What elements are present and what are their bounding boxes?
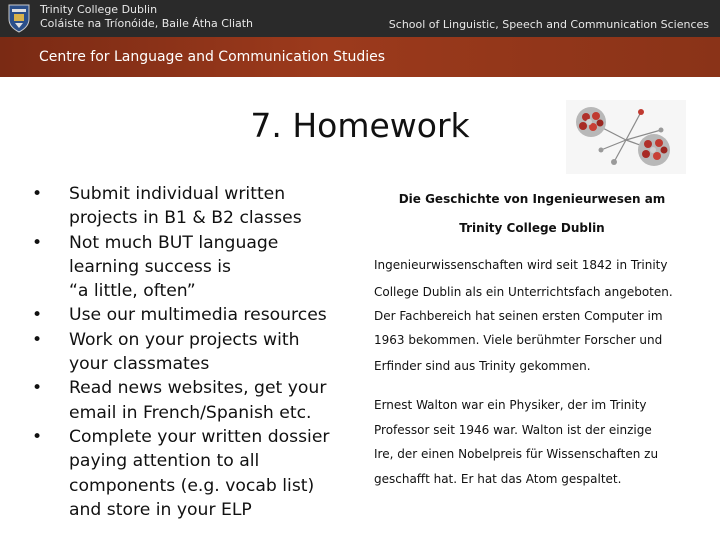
slide-title: 7. Homework	[250, 106, 470, 145]
german-text-line: 1963 bekommen. Viele berühmter Forscher und	[374, 333, 663, 347]
german-heading-line-2: Trinity College Dublin	[459, 221, 605, 235]
header-bar	[0, 0, 720, 37]
german-text-line: geschafft hat. Er hat das Atom gespaltet.	[374, 472, 622, 486]
bullet-item: • Not much BUT language learning success is “a little, often”	[32, 232, 279, 302]
bullet-marker: •	[32, 378, 43, 399]
bullet-item: • Submit individual written projects in B1 & B2 classes	[32, 184, 302, 229]
german-text-line: Ire, der einen Nobelpreis für Wissenschaften zu	[374, 447, 659, 461]
bullet-marker: •	[32, 426, 43, 447]
centre-name: Centre for Language and Communication Studies	[39, 49, 386, 65]
german-text-line: Professor seit 1946 war. Walton ist der einzige	[374, 423, 652, 437]
bullet-marker: •	[32, 305, 43, 326]
german-text-line: College Dublin als ein Unterrichtsfach angeboten.	[374, 285, 673, 299]
german-text-line: Ingenieurwissenschaften wird seit 1842 in Trinity	[374, 258, 668, 272]
bullet-marker: •	[32, 184, 43, 204]
german-text-line: Ernest Walton war ein Physiker, der im Trinity	[374, 398, 647, 412]
college-name: Trinity College Dublin	[40, 3, 158, 16]
bullet-item: • Read news websites, get your email in French/Spanish etc.	[32, 378, 327, 423]
college-name-irish: Coláiste na Tríonóide, Baile Átha Cliath	[40, 17, 254, 30]
college-crest-icon	[7, 3, 31, 33]
school-name: School of Linguistic, Speech and Communication Sciences	[388, 18, 709, 31]
german-text-line: Erfinder sind aus Trinity gekommen.	[374, 359, 591, 373]
bullet-marker: •	[32, 329, 43, 350]
bullet-item: • Use our multimedia resources	[32, 303, 352, 327]
homework-bullet-list	[32, 182, 352, 522]
german-text-line: Der Fachbereich hat seinen ersten Computer im	[374, 309, 663, 323]
centre-bar	[0, 37, 720, 77]
german-heading-line-1: Die Geschichte von Ingenieurwesen am	[398, 192, 666, 206]
bullet-item: • Complete your written dossier paying attention to all components (e.g. vocab list) and store in your ELP	[32, 426, 330, 520]
molecule-model-image	[566, 100, 686, 174]
bullet-item: • Work on your projects with your classmates	[32, 329, 300, 375]
bullet-marker: •	[32, 232, 43, 253]
